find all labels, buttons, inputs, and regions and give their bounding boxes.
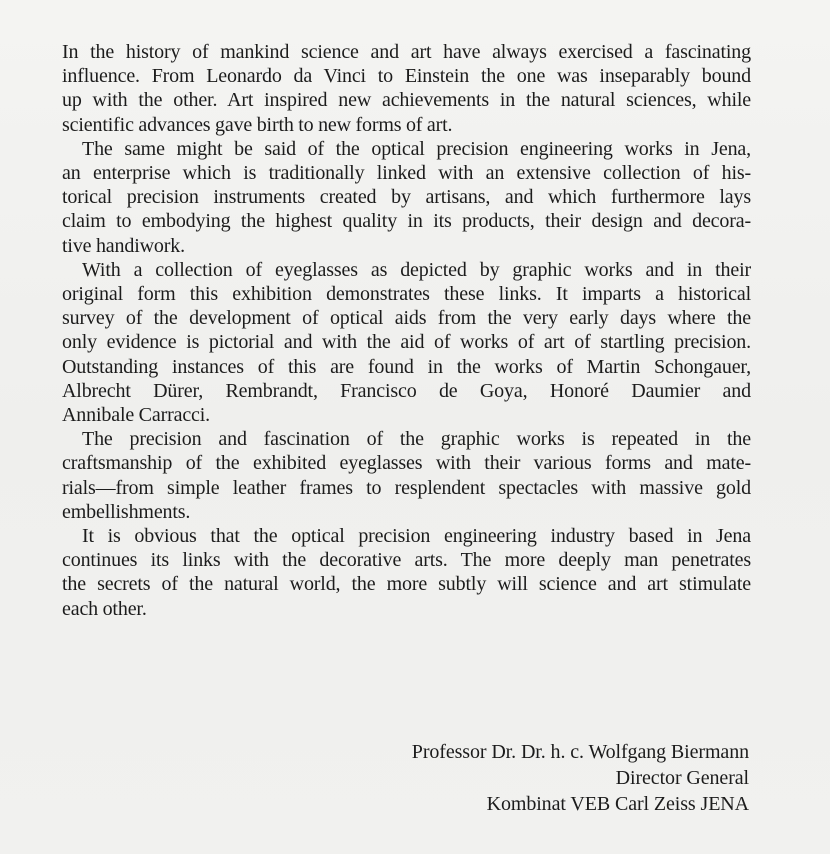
text-line: continues its links with the decorative arts. The more deeply man penetrates [62,549,751,572]
document-body [62,40,751,621]
text-line: Annibale Carracci. [62,404,211,427]
text-line: up with the other. Art inspired new achievements in the natural sciences, while [62,89,751,112]
text-line: embellishments. [62,500,191,523]
text-line: rials—from simple leather frames to resplendent spectacles with massive gold [62,476,751,499]
text-line: With a collection of eyeglasses as depicted by graphic works and in their [82,258,751,281]
text-line: claim to embodying the highest quality in its products, their design and decora- [62,210,751,233]
text-line: each other. [62,597,147,620]
paragraph-4 [62,427,751,524]
text-line: the secrets of the natural world, the more subtly will science and art stimulate [62,573,751,596]
text-line: Albrecht Dürer, Rembrandt, Francisco de Goya, Honoré Daumier and [62,379,751,402]
text-line: Outstanding instances of this are found in the works of Martin Schongauer, [62,355,751,378]
signatory-name: Professor Dr. Dr. h. c. Wolfgang Biermann [411,741,749,763]
text-line: It is obvious that the optical precision engineering industry based in Jena [82,525,751,548]
text-line: torical precision instruments created by artisans, and which furthermore lays [62,186,751,209]
text-line: original form this exhibition demonstrates these links. It imparts a historical [62,283,751,306]
paragraph-1 [62,40,751,137]
signatory-organization: Kombinat VEB Carl Zeiss JENA [486,793,749,815]
text-line: The same might be said of the optical precision engineering works in Jena, [82,137,751,160]
paragraph-3 [62,258,751,427]
paragraph-5 [62,524,751,621]
text-line: an enterprise which is traditionally linked with an extensive collection of his- [62,162,751,185]
text-line: scientific advances gave birth to new forms of art. [62,113,453,136]
text-line: influence. From Leonardo da Vinci to Einstein the one was inseparably bound [62,65,751,88]
text-line: In the history of mankind science and art have always exercised a fascinating [62,41,751,63]
text-line: tive handiwork. [62,234,185,257]
paragraph-2 [62,137,751,258]
text-line: survey of the development of optical aids from the very early days where the [62,307,751,330]
signatory-title: Director General [615,767,749,789]
text-line: only evidence is pictorial and with the aid of works of art of startling precision. [62,331,751,354]
signature-block [412,739,749,817]
text-line: The precision and fascination of the graphic works is repeated in the [82,428,751,451]
text-line: craftsmanship of the exhibited eyeglasses with their various forms and mate- [62,452,751,475]
